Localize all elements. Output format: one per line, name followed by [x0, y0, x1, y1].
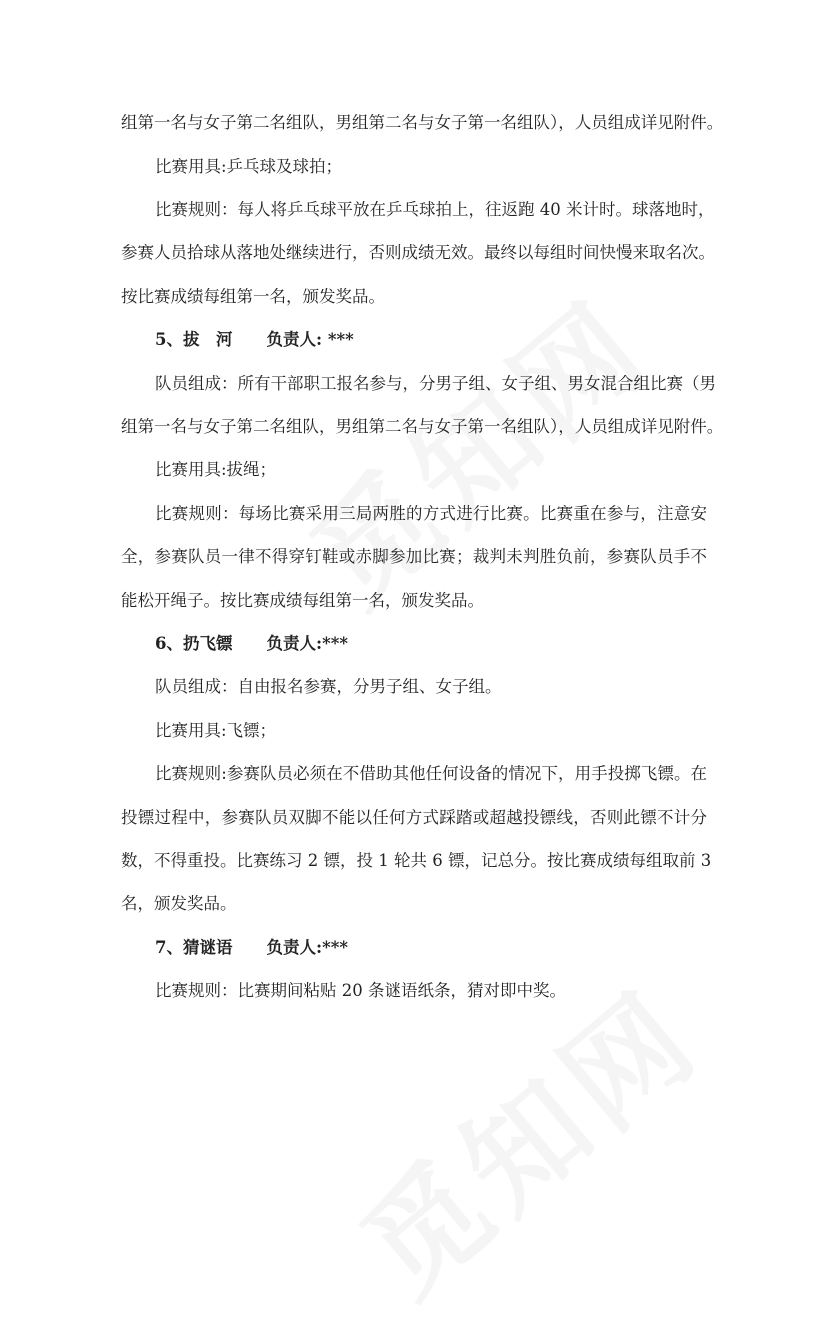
paragraph-line: 投镖过程中，参赛队员双脚不能以任何方式踩踏或超越投镖线，否则此镖不计分	[121, 808, 707, 827]
section-heading-5	[155, 328, 354, 352]
paragraph-line: 组第一名与女子第二名组队，男组第二名与女子第一名组队），人员组成详见附件。	[121, 113, 724, 132]
members-line: 队员组成：所有干部职工报名参与，分男子组、女子组、男女混合组比赛（男	[155, 374, 716, 393]
section-heading-6	[155, 632, 348, 656]
rules-line: 比赛规则：比赛期间粘贴 20 条谜语纸条，猜对即中奖。	[155, 981, 566, 1000]
equipment-line: 比赛用具:拔绳；	[155, 460, 277, 479]
paragraph-line: 全，参赛队员一律不得穿钉鞋或赤脚参加比赛；裁判未判胜负前，参赛队员手不	[121, 547, 707, 566]
paragraph-line: 名，颁发奖品。	[121, 894, 237, 913]
members-line: 队员组成：自由报名参赛，分男子组、女子组。	[155, 677, 502, 696]
section-heading-7	[155, 936, 348, 960]
section-title: 5、拔 河	[155, 330, 233, 349]
paragraph-line: 参赛人员拾球从落地处继续进行，否则成绩无效。最终以每组时间快慢来取名次。	[121, 243, 715, 262]
section-title: 6、扔飞镖	[155, 634, 233, 653]
paragraph-line: 能松开绳子。按比赛成绩每组第一名，颁发奖品。	[121, 591, 484, 610]
paragraph-line: 组第一名与女子第二名组队，男组第二名与女子第一名组队），人员组成详见附件。	[121, 417, 724, 436]
rules-line: 比赛规则:参赛队员必须在不借助其他任何设备的情况下，用手投掷飞镖。在	[155, 764, 707, 783]
section-owner: 负责人:***	[266, 634, 348, 653]
equipment-line: 比赛用具:乒乓球及球拍；	[155, 157, 343, 176]
rules-line: 比赛规则：每场比赛采用三局两胜的方式进行比赛。比赛重在参与，注意安	[155, 504, 707, 523]
equipment-line: 比赛用具:飞镖；	[155, 721, 277, 740]
section-title: 7、猜谜语	[155, 938, 233, 957]
section-owner: 负责人: ***	[266, 330, 354, 349]
section-owner: 负责人:***	[266, 938, 348, 957]
watermark	[270, 255, 679, 637]
rules-line: 比赛规则：每人将乒乓球平放在乒乓球拍上，往返跑 40 米计时。球落地时，	[155, 200, 715, 219]
paragraph-line: 数，不得重投。比赛练习 2 镖，投 1 轮共 6 镖，记总分。按比赛成绩每组取前 3	[121, 851, 712, 870]
paragraph-line: 按比赛成绩每组第一名，颁发奖品。	[121, 287, 385, 306]
